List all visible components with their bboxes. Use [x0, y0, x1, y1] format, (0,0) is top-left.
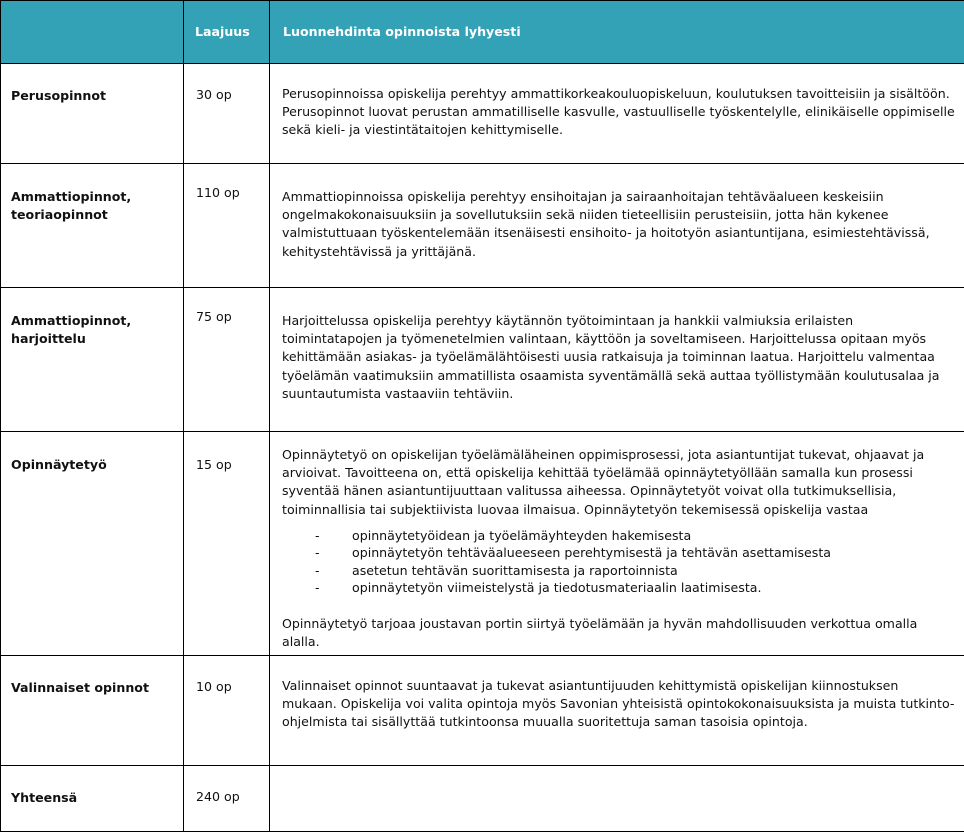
table-row [1, 64, 964, 164]
dash-bullet: - [315, 544, 320, 562]
table-row [1, 432, 964, 656]
list-item-text: asetetun tehtävän suorittamisesta ja raportoinnista [352, 563, 678, 578]
table-row [1, 288, 964, 432]
module-name: Opinnäytetyö [1, 432, 184, 656]
module-name: Ammattiopinnot, harjoittelu [1, 288, 184, 432]
module-description [270, 432, 964, 656]
table-row [1, 656, 964, 766]
total-label: Yhteensä [1, 766, 184, 832]
module-credits: 75 op [184, 288, 270, 432]
description-text: Ammattiopinnoissa opiskelija perehtyy ensihoitajan ja sairaanhoitajan tehtäväalueen keskeisiin ongelmakokonaisuuksiin ja sovellutuksiin sekä niiden tieteellisiin perusteisiin, jotta hän kykenee valmistuttuaan työskentelemään itsenäisesti ensihoito- ja hoitotyön asiantuntijana, esimiestehtävissä, kehitystehtävissä ja yrittäjänä. [282, 188, 956, 261]
header-cell-study-module [1, 1, 184, 64]
dash-bullet: - [315, 579, 320, 597]
list-item [282, 527, 956, 545]
table-header-row [1, 1, 964, 64]
description-text: Harjoittelussa opiskelija perehtyy käytännön työtoimintaan ja hankkii valmiuksia erilaisten toimintatapojen ja työmenetelmien valintaan, käyttöön ja soveltamiseen. Harjoittelussa opitaan myös kehittämään asiakas- ja työelämälähtöisesti uusia ratkaisuja ja toiminnan laatua. Harjoittelu valmentaa työelämän vaatimuksiin ammatillista osaamista syventämällä sekä auttaa työllistymään koulutusalaa ja suuntautumista vastaaviin tehtäviin. [282, 312, 956, 403]
module-description [270, 64, 964, 164]
description-closing-text: Opinnäytetyö tarjoaa joustavan portin siirtyä työelämään ja hyvän mahdollisuuden verkottua omalla alalla. [282, 615, 956, 651]
module-description [270, 656, 964, 766]
responsibility-list [282, 527, 956, 597]
list-item-text: opinnäytetyön viimeistelystä ja tiedotusmateriaalin laatimisesta. [352, 580, 762, 595]
dash-bullet: - [315, 562, 320, 580]
module-credits: 10 op [184, 656, 270, 766]
description-text: Valinnaiset opinnot suuntaavat ja tukevat asiantuntijuuden kehittymistä opiskelijan kiinnostuksen mukaan. Opiskelija voi valita opintoja myös Savonian yhteisistä opintokokonaisuuksista ja muista tutkinto-ohjelmista tai sisällyttää tutkintoonsa muualla suoritettuja saman tasoisia opintoja. [282, 677, 956, 732]
header-cell-credits: Laajuus [184, 1, 270, 64]
header-cell-description: Luonnehdinta opinnoista lyhyesti [270, 1, 964, 64]
list-item-text: opinnäytetyön tehtäväalueeseen perehtymisestä ja tehtävän asettamisesta [352, 545, 831, 560]
table-row [1, 164, 964, 288]
module-name: Valinnaiset opinnot [1, 656, 184, 766]
list-item [282, 562, 956, 580]
total-credits: 240 op [184, 766, 270, 832]
module-credits: 110 op [184, 164, 270, 288]
module-credits: 30 op [184, 64, 270, 164]
module-description [270, 288, 964, 432]
list-item [282, 579, 956, 597]
module-credits: 15 op [184, 432, 270, 656]
description-text: Opinnäytetyö on opiskelijan työelämäläheinen oppimisprosessi, jota asiantuntijat tukevat, ohjaavat ja arvioivat. Tavoitteena on, että opiskelija kehittää työelämää opinnäytetyöllään samalla kun prosessi syventää hänen asiantuntijuuttaan valitussa aiheessa. Opinnäytetyöt voivat olla tutkimuksellisia, toiminnallisia tai subjektiivista luovaa ilmaisua. Opinnäytetyön tekemisessä opiskelija vastaa [282, 446, 956, 519]
module-name: Ammattiopinnot, teoriaopinnot [1, 164, 184, 288]
list-item-text: opinnäytetyöidean ja työelämäyhteyden hakemisesta [352, 528, 691, 543]
dash-bullet: - [315, 527, 320, 545]
module-description [270, 164, 964, 288]
description-text: Perusopinnoissa opiskelija perehtyy ammattikorkeakouluopiskeluun, koulutuksen tavoitteisiin ja sisältöön. Perusopinnot luovat perustan ammatilliselle kasvulle, vastuulliselle työskentelylle, elinikäiselle oppimiselle sekä kieli- ja viestintätaitojen kehittymiselle. [282, 85, 956, 140]
module-name: Perusopinnot [1, 64, 184, 164]
list-item [282, 544, 956, 562]
